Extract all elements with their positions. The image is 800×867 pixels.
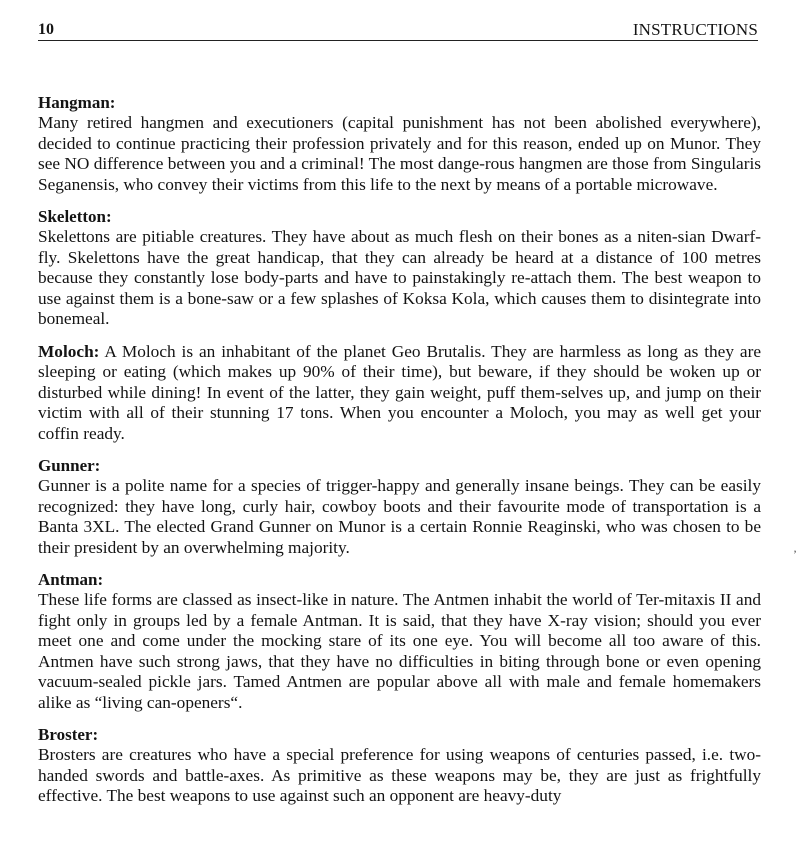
entry-text: These life forms are classed as insect-like in nature. The Antmen inhabit the world of Ter-mitaxis II and fight only in groups led by a female Antman. It is said, that they have X-ray vision; should you ever meet one and come under the mocking stare of its one eye. You will become all too aware of this. Antmen have such strong jaws, that they have no difficulties in biting through bone or even opening vacuum-sealed pickle jars. Tamed Antmen are popular above all with male and female homemakers alike as “living can-openers“. <box>38 590 761 712</box>
entry-paragraph <box>38 342 761 445</box>
entry-heading: Hangman: <box>38 93 116 112</box>
entry-text: Many retired hangmen and executioners (capital punishment has not been abolished everywhere), decided to continue practicing their profession privately and for this reason, ended up on Munor. They see NO difference between you and a criminal! The most dange-rous hangmen are those from Singularis Seganensis, who convey their victims from this life to the next by means of a portable microwave. <box>38 113 761 194</box>
document-body <box>38 93 761 819</box>
entry-antman <box>38 570 761 713</box>
entry-skeletton <box>38 207 761 330</box>
entry-text: Skelettons are pitiable creatures. They have about as much flesh on their bones as a niten-sian Dwarf-fly. Skelettons have the great handicap, that they can already be heard at a distance of 100 metres because they constantly lose body-parts and have to painstakingly re-attach them. The best weapon to use against them is a bone-saw or a few splashes of Koksa Kola, which causes them to disintegrate into bonemeal. <box>38 227 761 328</box>
margin-mark: ’ <box>793 547 797 561</box>
entry-text: A Moloch is an inhabitant of the planet Geo Brutalis. They are harmless as long as they are sleeping or eating (which makes up 90% of their time), but beware, if they should be woken up or disturbed while dining! In event of the latter, they gain weight, puff them-selves up, and jump on their victim with all of their stunning 17 tons. When you encounter a Moloch, you may as well get your coffin ready. <box>38 341 761 443</box>
entry-broster <box>38 725 761 807</box>
entry-heading: Skeletton: <box>38 207 112 226</box>
entry-text: Brosters are creatures who have a special preference for using weapons of centuries passed, i.e. two-handed swords and battle-axes. As primitive as these weapons may be, they are just as frightfully effective. The best weapons to use against such an opponent are heavy-duty <box>38 745 761 805</box>
running-header <box>38 18 758 41</box>
entry-heading: Broster: <box>38 725 99 744</box>
entry-heading: Moloch: <box>38 341 100 361</box>
page-number: 10 <box>38 21 54 38</box>
entry-heading: Antman: <box>38 570 104 589</box>
entry-moloch <box>38 342 761 445</box>
entry-heading: Gunner: <box>38 456 101 475</box>
entry-gunner <box>38 456 761 558</box>
running-title: INSTRUCTIONS <box>632 20 758 39</box>
entry-text: Gunner is a polite name for a species of trigger-happy and generally insane beings. They can be easily recognized: they have long, curly hair, cowboy boots and their favourite mode of transportation is a Banta 3XL. The elected Grand Gunner on Munor is a certain Ronnie Reaginski, who was chosen to be their president by an overwhelming majority. <box>38 476 761 557</box>
entry-hangman <box>38 93 761 195</box>
